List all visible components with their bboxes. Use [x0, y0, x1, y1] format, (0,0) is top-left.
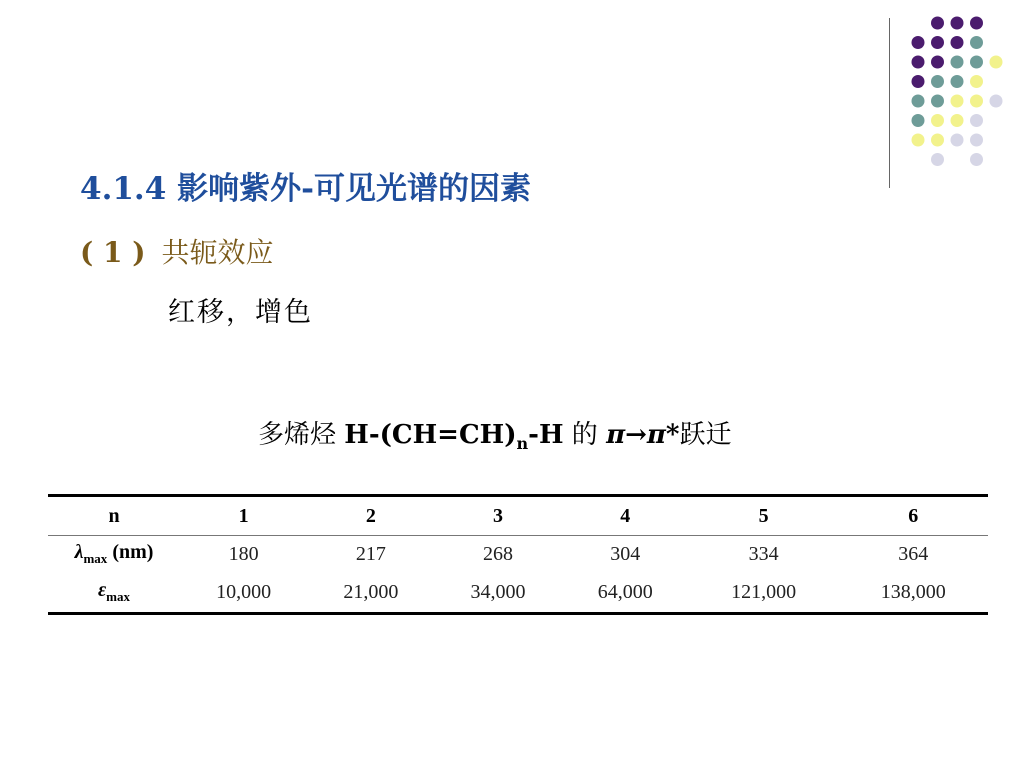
decorative-dot	[970, 114, 983, 127]
decorative-dot	[951, 75, 964, 88]
decorative-dot	[970, 56, 983, 69]
table-cell: 217	[355, 542, 386, 565]
header-cell: 2	[307, 496, 434, 536]
caption-prefix: 多烯烃	[258, 420, 345, 450]
decorative-dot	[931, 56, 944, 69]
decorative-dot	[951, 56, 964, 69]
divider-line	[889, 18, 890, 188]
decorative-dot	[970, 134, 983, 147]
decorative-dot	[931, 17, 944, 30]
decorative-dot	[931, 75, 944, 88]
table-row-epsilon-max	[48, 572, 988, 614]
decorative-dot	[951, 17, 964, 30]
table-cell: 34,000	[434, 572, 561, 614]
header-cell: 1	[180, 496, 307, 536]
decorative-dot	[970, 153, 983, 166]
decorative-dot	[970, 17, 983, 30]
polyene-data-table	[48, 494, 988, 615]
caption-de: 的	[563, 420, 607, 450]
decorative-dot	[931, 95, 944, 108]
subheading-text: 共轭效应	[161, 236, 274, 269]
header-cell: 6	[838, 496, 988, 536]
header-cell: 3	[434, 496, 561, 536]
decorative-dot	[931, 153, 944, 166]
decorative-dot	[912, 56, 925, 69]
header-cell: 5	[689, 496, 839, 536]
table-cell: 21,000	[307, 572, 434, 614]
subheading-number: ( 1 )	[80, 236, 146, 269]
decorative-dot	[970, 36, 983, 49]
decorative-dot	[912, 114, 925, 127]
decorative-dot	[951, 95, 964, 108]
row-label-epsilon-max: $\varepsilon_{max}$	[48, 572, 180, 614]
section-subheading	[80, 231, 274, 271]
table-cell: 180	[228, 542, 259, 565]
decorative-dot	[951, 36, 964, 49]
decorative-dot	[990, 56, 1003, 69]
table-cell: 64,000	[562, 572, 689, 614]
decorative-dot	[951, 134, 964, 147]
decorative-dot	[951, 114, 964, 127]
row-label-lambda-max: $\lambda_{max}$ (nm)	[74, 541, 154, 566]
table-header-row	[48, 496, 988, 536]
header-cell: 4	[562, 496, 689, 536]
decorative-dot	[970, 95, 983, 108]
effect-note: 红移，增色	[168, 297, 313, 328]
decorative-dot	[931, 114, 944, 127]
table-cell: 121,000	[689, 572, 839, 614]
caption-formula: $H-(CH=CH)_n-H$	[344, 420, 564, 454]
table-caption	[258, 414, 818, 453]
table-cell: 364	[898, 542, 929, 565]
decorative-dot	[931, 134, 944, 147]
decorative-dot	[990, 95, 1003, 108]
caption-transition: π→π*	[606, 420, 680, 450]
decorative-dot	[912, 75, 925, 88]
table-cell: 10,000	[180, 572, 307, 614]
header-cell-n: n	[48, 496, 180, 536]
table-cell: 304	[610, 542, 641, 565]
table-cell: 334	[748, 542, 779, 565]
decorative-dot	[912, 134, 925, 147]
table-row-lambda-max	[48, 536, 988, 573]
decorative-dot	[970, 75, 983, 88]
table-cell: 268	[483, 542, 514, 565]
caption-suffix: 跃迁	[679, 420, 732, 450]
decorative-dot	[931, 36, 944, 49]
decorative-dot	[912, 95, 925, 108]
decorative-dot	[912, 36, 925, 49]
table-cell: 138,000	[838, 572, 988, 614]
slide-heading: 4.1.4 影响紫外-可见光谱的因素	[80, 171, 531, 207]
